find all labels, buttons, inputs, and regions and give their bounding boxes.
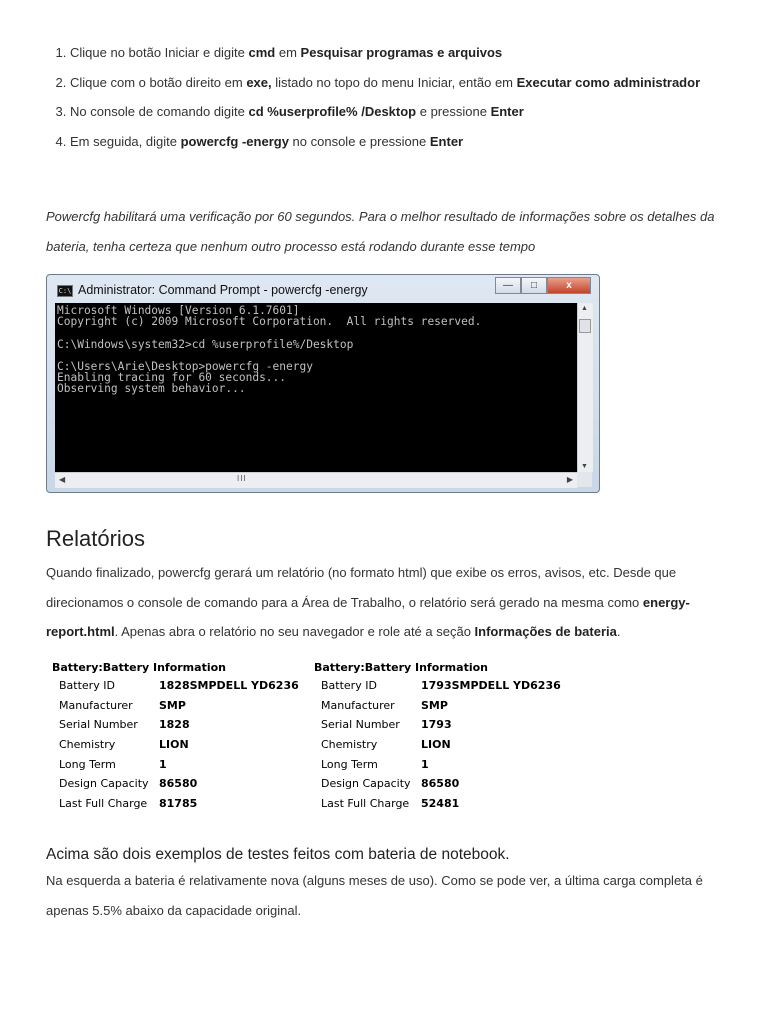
step-bold: exe, <box>246 74 272 90</box>
examples-heading: Acima são dois exemplos de testes feitos com bateria de notebook. <box>46 846 510 863</box>
horizontal-scrollbar <box>55 472 577 488</box>
close-button: x <box>547 277 591 294</box>
step-item <box>70 68 760 98</box>
table-row <box>59 679 299 699</box>
battery-field-label: Long Term <box>59 757 116 771</box>
console-text: Microsoft Windows [Version 6.1.7601] Copyright (c) 2009 Microsoft Corporation. All rights reserved. C:\Windows\system32>cd %userprofile%/Desktop C:\Users\Arie\Desktop>powercfg -energy Enabling tracing for 60 seconds... Observing system behavior... <box>57 304 482 396</box>
table-row <box>59 738 299 758</box>
step-text: no console e pressione <box>288 133 430 149</box>
scroll-grip: III <box>237 474 247 483</box>
battery-field-value: 1 <box>159 757 167 771</box>
battery-field-label: Battery ID <box>321 679 377 692</box>
battery-field-value: 1 <box>421 757 429 771</box>
battery-field-label: Serial Number <box>59 718 138 732</box>
table-row <box>321 797 561 817</box>
vertical-scrollbar <box>577 303 593 472</box>
step-text: em <box>275 45 301 60</box>
step-bold: Enter <box>429 133 464 149</box>
battery-field-value: 1793 <box>421 718 452 732</box>
scroll-down-icon: ▼ <box>581 463 588 470</box>
scrollbar-corner <box>577 472 592 487</box>
reports-text: Quando finalizado, powercfg gerará um relatório (no formato html) que exibe os erros, avisos, etc. Desde que direcionamos o console de comando para a Área de Trabalho, o relatório será gerado na mesma como <box>46 565 677 610</box>
command-prompt-screenshot <box>46 274 600 493</box>
battery-field-value: SMP <box>421 698 448 712</box>
battery-field-value: 1828 <box>159 718 190 732</box>
step-bold: cd %userprofile% /Desktop <box>248 104 417 119</box>
battery-table-heading: Battery:Battery Information <box>314 661 488 674</box>
scroll-right-icon: ▶ <box>566 475 573 484</box>
battery-field-value: 81785 <box>159 797 198 811</box>
step-bold: Executar como administrador <box>516 74 701 90</box>
reports-paragraph <box>46 558 730 647</box>
table-row <box>321 758 561 778</box>
examples-paragraph: Na esquerda a bateria é relativamente nova (alguns meses de uso). Como se pode ver, a última carga completa é apenas 5.5% abaixo da capacidade original. <box>46 873 703 918</box>
table-row <box>321 777 561 797</box>
minimize-button: — <box>495 277 521 294</box>
reports-text: . <box>616 624 621 639</box>
table-row <box>321 699 561 719</box>
reports-text: . Apenas abra o relatório no seu navegador e role até a seção <box>114 624 475 639</box>
powercfg-note: Powercfg habilitará uma verificação por 60 segundos. Para o melhor resultado de informações sobre os detalhes da bateria, tenha certeza que nenhum outro processo está rodando durante esse tempo <box>46 209 715 254</box>
battery-field-value: LION <box>421 738 451 752</box>
battery-field-value: LION <box>159 738 189 752</box>
step-bold: Pesquisar programas e arquivos <box>300 45 503 60</box>
battery-table-heading: Battery:Battery Information <box>52 661 226 674</box>
battery-field-label: Chemistry <box>321 738 378 752</box>
scroll-thumb <box>579 319 591 333</box>
reports-bold: Informações de bateria <box>474 624 617 639</box>
battery-field-label: Design Capacity <box>321 777 411 791</box>
battery-field-value: 86580 <box>421 777 460 791</box>
battery-table-old <box>314 661 561 817</box>
step-bold: Enter <box>490 104 524 119</box>
battery-field-label: Manufacturer <box>321 698 395 712</box>
battery-field-label: Last Full Charge <box>321 797 410 811</box>
table-row <box>59 699 299 719</box>
step-text: listado no topo do menu Iniciar, então em <box>271 74 517 90</box>
battery-field-label: Chemistry <box>59 738 116 752</box>
cmd-icon: C:\ <box>58 287 72 295</box>
scroll-left-icon: ◀ <box>59 475 66 484</box>
step-text: Em seguida, digite <box>70 133 181 149</box>
battery-field-value: 86580 <box>159 777 198 791</box>
table-row <box>321 679 561 699</box>
battery-field-label: Long Term <box>321 757 378 771</box>
battery-field-label: Serial Number <box>321 718 400 732</box>
battery-field-label: Battery ID <box>59 679 115 692</box>
battery-field-value: SMP <box>159 698 186 712</box>
step-text: Clique no botão Iniciar e digite <box>70 45 249 60</box>
step-item <box>70 97 760 127</box>
battery-field-label: Design Capacity <box>59 777 149 791</box>
table-row <box>59 718 299 738</box>
window-title: Administrator: Command Prompt - powercfg -energy <box>78 283 368 297</box>
battery-field-value: 1793SMPDELL YD6236 <box>421 679 561 692</box>
maximize-button: □ <box>521 277 547 294</box>
battery-field-value: 1828SMPDELL YD6236 <box>159 679 299 692</box>
battery-table-new <box>52 661 299 817</box>
step-text: Clique com o botão direito em <box>70 74 247 90</box>
table-row <box>59 777 299 797</box>
reports-bold: energy-report.html <box>46 594 690 639</box>
battery-field-value: 52481 <box>421 797 460 811</box>
table-row <box>59 797 299 817</box>
step-text: No console de comando digite <box>70 104 249 119</box>
table-row <box>321 738 561 758</box>
reports-heading: Relatórios <box>46 526 146 551</box>
step-bold: cmd <box>248 45 276 60</box>
window-controls <box>495 277 591 296</box>
console-output <box>55 303 577 472</box>
window-titlebar <box>47 275 599 303</box>
table-row <box>321 718 561 738</box>
step-item <box>70 127 760 157</box>
table-row <box>59 758 299 778</box>
step-bold: powercfg -energy <box>180 133 289 149</box>
instruction-steps <box>46 38 760 156</box>
step-text: e pressione <box>416 104 491 119</box>
battery-field-label: Last Full Charge <box>59 797 148 811</box>
step-item <box>70 38 760 68</box>
battery-field-label: Manufacturer <box>59 698 133 712</box>
scroll-up-icon: ▲ <box>581 305 588 312</box>
